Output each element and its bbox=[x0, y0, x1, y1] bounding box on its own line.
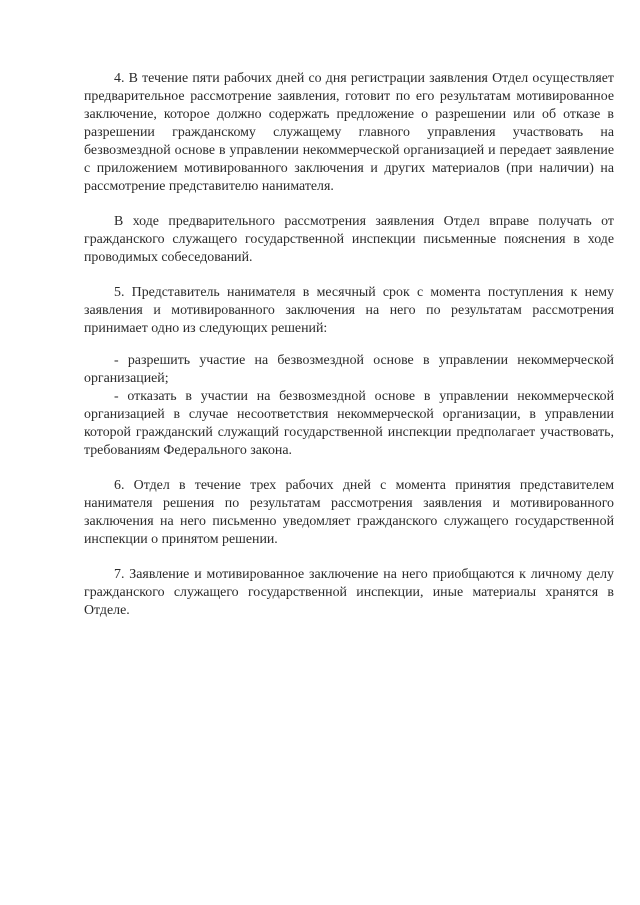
paragraph-spacer bbox=[84, 549, 614, 566]
decision-option-refuse: - отказать в участии на безвозмездной основе в управлении некоммерческой организацией в случае несоответствия некоммерческой организации, в управлении которой гражданский служащий государственной инспекции предполагает участвовать, требованиям Федерального закона. bbox=[84, 389, 614, 458]
paragraph-spacer bbox=[84, 460, 614, 477]
document-body bbox=[84, 70, 614, 620]
paragraph-spacer bbox=[84, 196, 614, 213]
paragraph-spacer bbox=[84, 338, 614, 352]
paragraph-7: 7. Заявление и мотивированное заключение на него приобщаются к личному делу гражданского служащего государственной инспекции, иные материалы хранятся в Отделе. bbox=[84, 567, 614, 618]
paragraph-4-additional: В ходе предварительного рассмотрения заявления Отдел вправе получать от гражданского служащего государственной инспекции письменные пояснения в ходе проводимых собеседований. bbox=[84, 214, 614, 265]
paragraph-5: 5. Представитель нанимателя в месячный срок с момента поступления к нему заявления и мотивированного заключения на него по результатам рассмотрения принимает одно из следующих решений: bbox=[84, 285, 614, 336]
paragraph-4: 4. В течение пяти рабочих дней со дня регистрации заявления Отдел осуществляет предварительное рассмотрение заявления, готовит по его результатам мотивированное заключение, которое должно содержать предложение о разрешении или об отказе в разрешении гражданскому служащему главного управления участвовать на безвозмездной основе в управлении некоммерческой организацией и передает заявление с приложением мотивированного заключения и других материалов (при наличии) на рассмотрение представителю нанимателя. bbox=[84, 71, 614, 194]
paragraph-spacer bbox=[84, 267, 614, 284]
decision-option-allow: - разрешить участие на безвозмездной основе в управлении некоммерческой организацией; bbox=[84, 353, 614, 386]
paragraph-6: 6. Отдел в течение трех рабочих дней с момента принятия представителем нанимателя решения по результатам рассмотрения заявления и мотивированного заключения на него письменно уведомляет гражданского служащего государственной инспекции о принятом решении. bbox=[84, 478, 614, 547]
